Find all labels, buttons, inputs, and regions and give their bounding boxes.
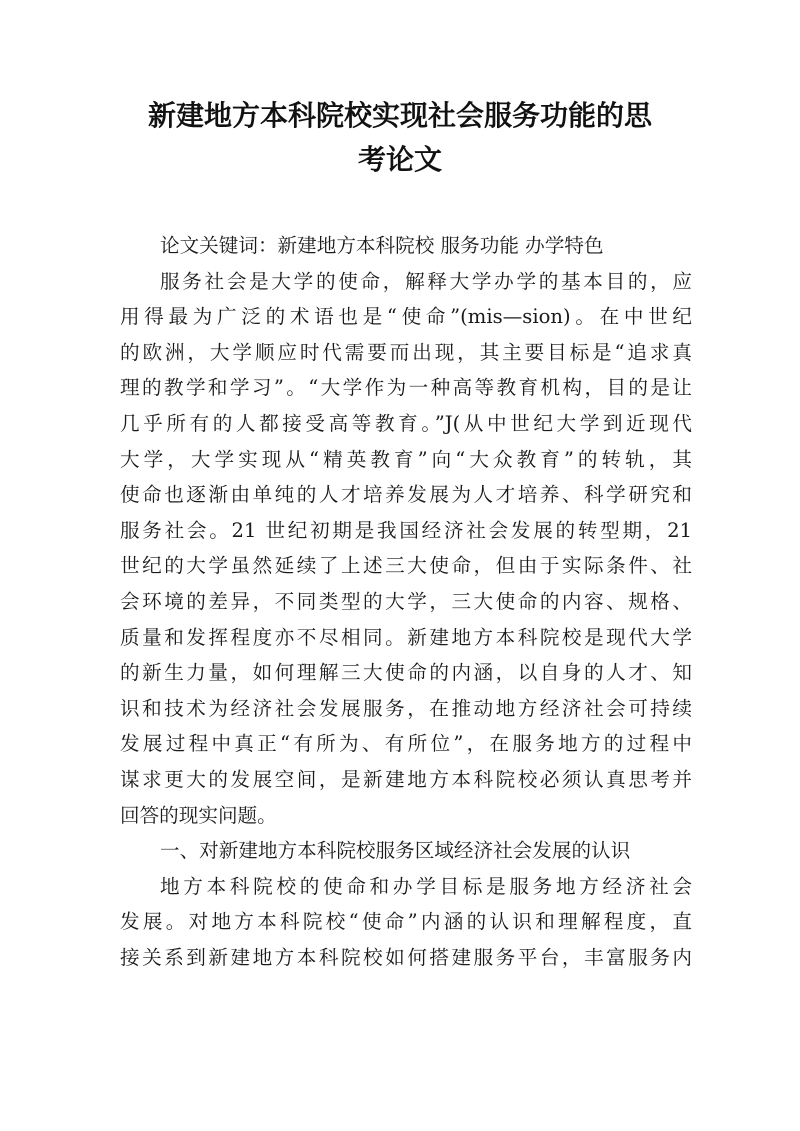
paragraph-line: 的欧洲，大学顺应时代需要而出现，其主要目标是“追求真 <box>120 340 692 364</box>
paragraph-line: 回答的现实问题。 <box>120 803 277 827</box>
title-line-1: 新建地方本科院校实现社会服务功能的思 <box>147 99 652 132</box>
paragraph-line: 识和技术为经济社会发展服务，在推动地方经济社会可持续 <box>120 696 692 720</box>
paragraph-line: 谋求更大的发展空间，是新建地方本科院校必须认真思考并 <box>120 767 692 791</box>
document-body <box>120 228 692 975</box>
paragraph-line: 地方本科院校的使命和办学目标是服务地方经济社会 <box>160 874 692 898</box>
paragraph-line: 服务社会。21 世纪初期是我国经济社会发展的转型期，21 <box>120 518 692 542</box>
paragraph-line: 会环境的差异，不同类型的大学，三大使命的内容、规格、 <box>120 589 692 613</box>
paragraph-line: 几乎所有的人都接受高等教育。”J(从中世纪大学到近现代 <box>120 411 692 435</box>
paragraph-line: 世纪的大学虽然延续了上述三大使命，但由于实际条件、社 <box>120 554 692 578</box>
paragraph-line: 接关系到新建地方本科院校如何搭建服务平台，丰富服务内 <box>120 945 692 969</box>
paragraph-line: 发展。对地方本科院校“使命”内涵的认识和理解程度，直 <box>120 910 692 934</box>
title-line-2: 考论文 <box>357 143 442 176</box>
paragraph-line: 服务社会是大学的使命，解释大学办学的基本目的，应 <box>160 269 692 293</box>
document-title <box>120 94 680 182</box>
paragraph-line: 质量和发挥程度亦不尽相同。新建地方本科院校是现代大学 <box>120 625 692 649</box>
paragraph-line: 大学，大学实现从“精英教育”向“大众教育”的转轨，其 <box>120 447 692 471</box>
paragraph-line: 使命也逐渐由单纯的人才培养发展为人才培养、科学研究和 <box>120 483 692 507</box>
paragraph-line: 理的教学和学习”。“大学作为一种高等教育机构，目的是让 <box>120 376 692 400</box>
paragraph-line: 的新生力量，如何理解三大使命的内涵，以自身的人才、知 <box>120 661 692 685</box>
section-heading: 一、对新建地方本科院校服务区域经济社会发展的认识 <box>160 839 631 863</box>
paragraph-line: 发展过程中真正“有所为、有所位”，在服务地方的过程中 <box>120 732 692 756</box>
keywords-line: 论文关键词：新建地方本科院校 服务功能 办学特色 <box>160 234 604 257</box>
paragraph-line: 用得最为广泛的术语也是“使命”(mis—sion)。在中世纪 <box>120 305 692 329</box>
